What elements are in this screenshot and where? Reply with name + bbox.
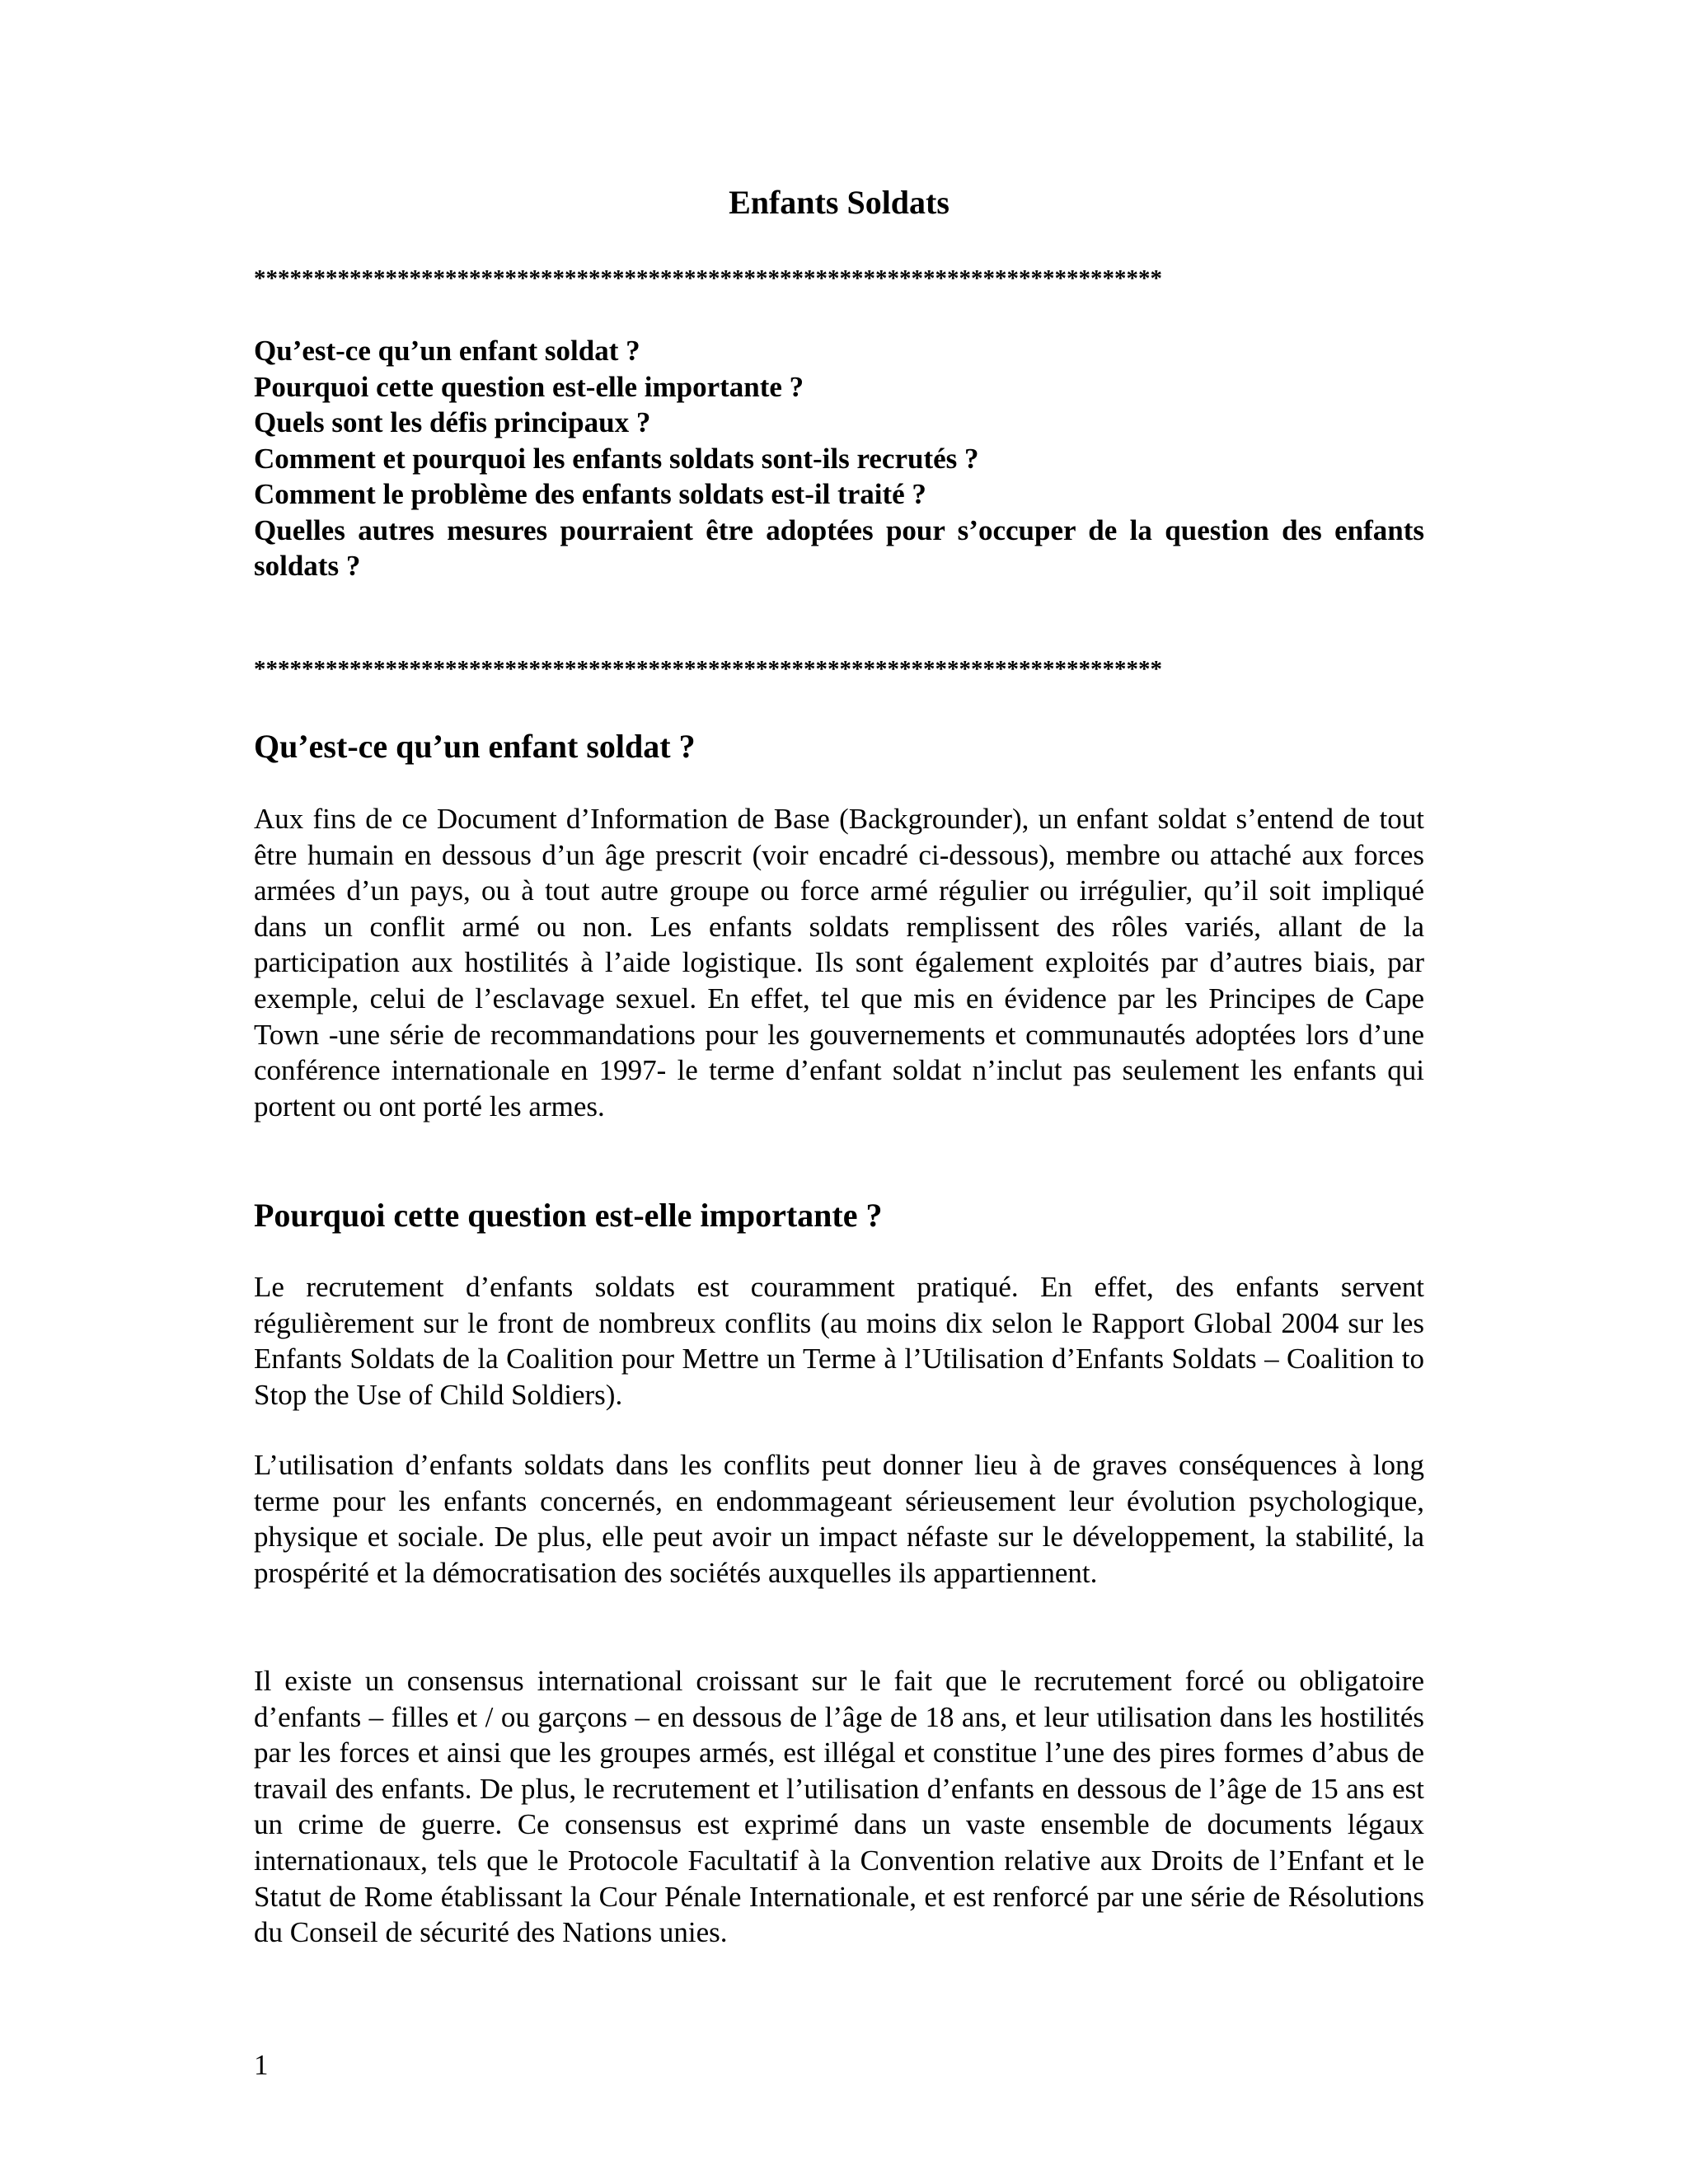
- section-heading-why-important: Pourquoi cette question est-elle importante ?: [254, 1197, 883, 1234]
- question-item: Quelles autres mesures pourraient être adoptées pour s’occuper de la question des enfants soldats ?: [254, 513, 1424, 582]
- question-list: [254, 333, 1424, 584]
- question-item: Quels sont les défis principaux ?: [254, 406, 651, 438]
- section-heading-what-is: Qu’est-ce qu’un enfant soldat ?: [254, 728, 696, 765]
- separator-top: ****************************************************************************: [254, 265, 1162, 292]
- section-paragraph: Il existe un consensus international croissant sur le fait que le recrutement forcé ou obligatoire d’enfants – filles et / ou garçons – en dessous de l’âge de 18 ans, et leur utilisation dans les hostilités par les forces et ainsi que les groupes armés, est illégal et constitue l’une des pires formes d’abus de travail des enfants. De plus, le recrutement et l’utilisation d’enfants en dessous de l’âge de 15 ans est un crime de guerre. Ce consensus est exprimé dans un vaste ensemble de documents légaux internationaux, tels que le Protocole Facultatif à la Convention relative aux Droits de l’Enfant et le Statut de Rome établissant la Cour Pénale Internationale, et est renforcé par une série de Résolutions du Conseil de sécurité des Nations unies.: [254, 1665, 1424, 1949]
- separator-bottom: ****************************************************************************: [254, 656, 1162, 682]
- question-item: Comment et pourquoi les enfants soldats sont-ils recrutés ?: [254, 442, 979, 475]
- section-paragraph: L’utilisation d’enfants soldats dans les conflits peut donner lieu à de graves conséquences à long terme pour les enfants concernés, en endommageant sérieusement leur évolution psychologique, physique et sociale. De plus, elle peut avoir un impact néfaste sur le développement, la stabilité, la prospérité et la démocratisation des sociétés auxquelles ils appartiennent.: [254, 1449, 1424, 1589]
- page-number: 1: [254, 2049, 269, 2081]
- section-paragraph: Aux fins de ce Document d’Information de Base (Backgrounder), un enfant soldat s’entend de tout être humain en dessous d’un âge prescrit (voir encadré ci-dessous), membre ou attaché aux forces armées d’un pays, ou à tout autre groupe ou force armé régulier ou irrégulier, qu’il soit impliqué dans un conflit armé ou non. Les enfants soldats remplissent des rôles variés, allant de la participation aux hostilités à l’aide logistique. Ils sont également exploités par d’autres biais, par exemple, celui de l’esclavage sexuel. En effet, tel que mis en évidence par les Principes de Cape Town -une série de recommandations pour les gouvernements et communautés adoptées lors d’une conférence internationale en 1997- le terme d’enfant soldat n’inclut pas seulement les enfants qui portent ou ont porté les armes.: [254, 803, 1424, 1122]
- question-item: Pourquoi cette question est-elle importante ?: [254, 370, 804, 403]
- document-title: Enfants Soldats: [729, 184, 950, 221]
- question-item: Comment le problème des enfants soldats est-il traité ?: [254, 478, 926, 510]
- question-item: Qu’est-ce qu’un enfant soldat ?: [254, 335, 640, 367]
- section-paragraph: Le recrutement d’enfants soldats est couramment pratiqué. En effet, des enfants servent régulièrement sur le front de nombreux conflits (au moins dix selon le Rapport Global 2004 sur les Enfants Soldats de la Coalition pour Mettre un Terme à l’Utilisation d’Enfants Soldats – Coalition to Stop the Use of Child Soldiers).: [254, 1271, 1424, 1411]
